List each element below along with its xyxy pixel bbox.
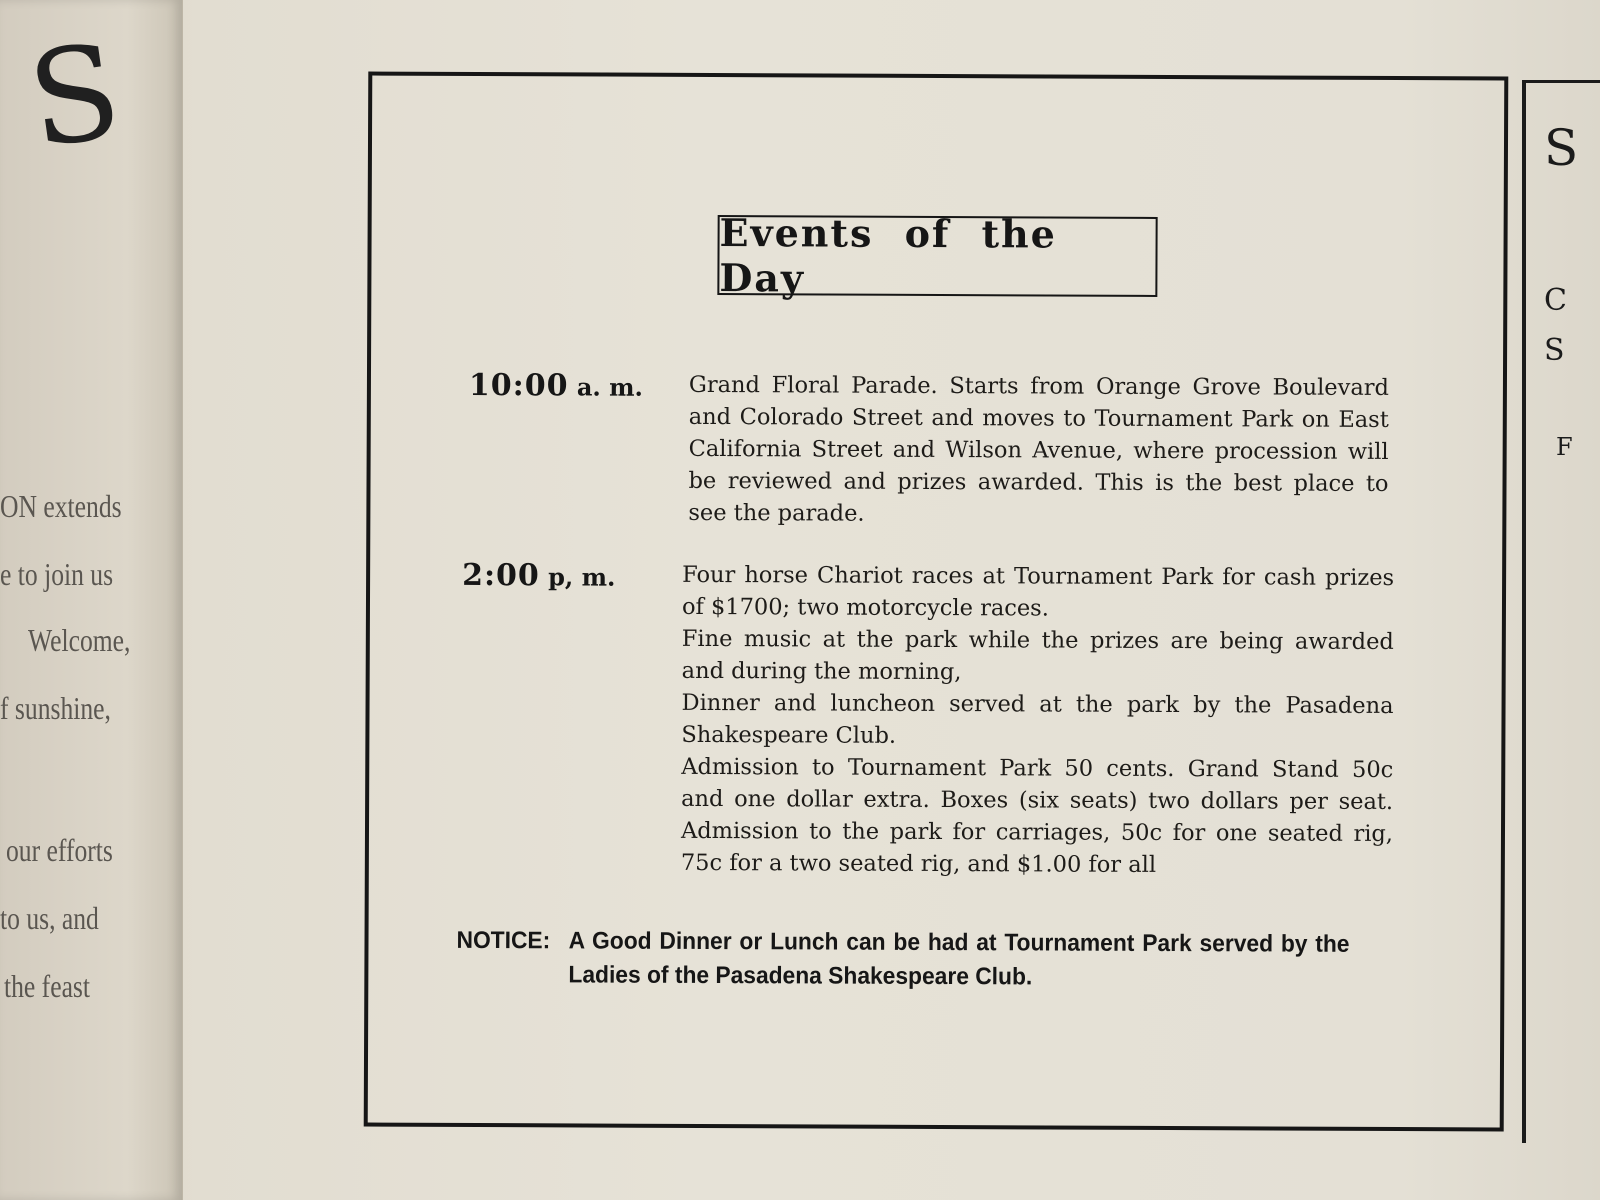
- notice-label: NOTICE:: [456, 926, 551, 955]
- left-page-fragment: the feast: [4, 968, 90, 1004]
- right-page-letter: F: [1556, 433, 1573, 461]
- left-page-initial: S: [19, 14, 130, 178]
- page-title: Events of the Day: [719, 210, 1058, 301]
- right-page-letter: S: [1544, 333, 1565, 368]
- left-page-fragment: Welcome,: [28, 622, 131, 658]
- right-page-letter: S: [1544, 119, 1579, 177]
- event-description-morning: [688, 369, 1389, 532]
- left-page-fragment: to us, and: [0, 900, 99, 936]
- left-page-fragment: our efforts: [6, 832, 113, 868]
- event-time-value: 2:00: [462, 557, 540, 594]
- right-page-edge: [1522, 80, 1600, 1143]
- right-page-letter: C: [1544, 283, 1567, 318]
- title-box: [717, 210, 1157, 301]
- event-paragraph: Grand Floral Parade. Starts from Orange Grove Boulevard and Colorado Street and moves to Tournament Park on East California Street and Wilson Avenue, where procession will be reviewed and prizes awarded. This is the best place to see the parade.: [688, 371, 1389, 527]
- event-time-meridiem: p, m.: [548, 562, 616, 592]
- event-paragraph: Admission to Tournament Park 50 cents. Grand Stand 50c and one dollar extra. Boxes (six seats) two dollars per seat. Admission to the park for carriages, 50c for one seated rig, 75c for a two seated rig, and $1.00 for all: [680, 753, 1394, 878]
- left-page: [0, 0, 183, 1200]
- event-paragraph: Fine music at the park while the prizes are being awarded and during the morning,: [681, 625, 1394, 686]
- left-page-fragment: e to join us: [0, 556, 114, 592]
- notice-text: A Good Dinner or Lunch can be had at Tournament Park served by the Ladies of the Pasadena Shakespeare Club.: [568, 927, 1350, 991]
- event-time-morning: [469, 368, 643, 404]
- event-paragraph: Four horse Chariot races at Tournament Park for cash prizes of $1700; two motorcycle races.: [681, 561, 1395, 622]
- event-paragraph: Dinner and luncheon served at the park by the Pasadena Shakespeare Club.: [681, 689, 1394, 749]
- event-time-meridiem: a. m.: [576, 372, 643, 402]
- left-page-fragment: ON extends: [0, 488, 122, 524]
- event-time-value: 10:00: [468, 367, 569, 404]
- event-time-afternoon: [462, 558, 615, 594]
- left-page-fragment: f sunshine,: [0, 690, 111, 726]
- events-frame: [364, 72, 1509, 1132]
- event-description-afternoon: [681, 559, 1394, 882]
- notice: [456, 924, 1349, 996]
